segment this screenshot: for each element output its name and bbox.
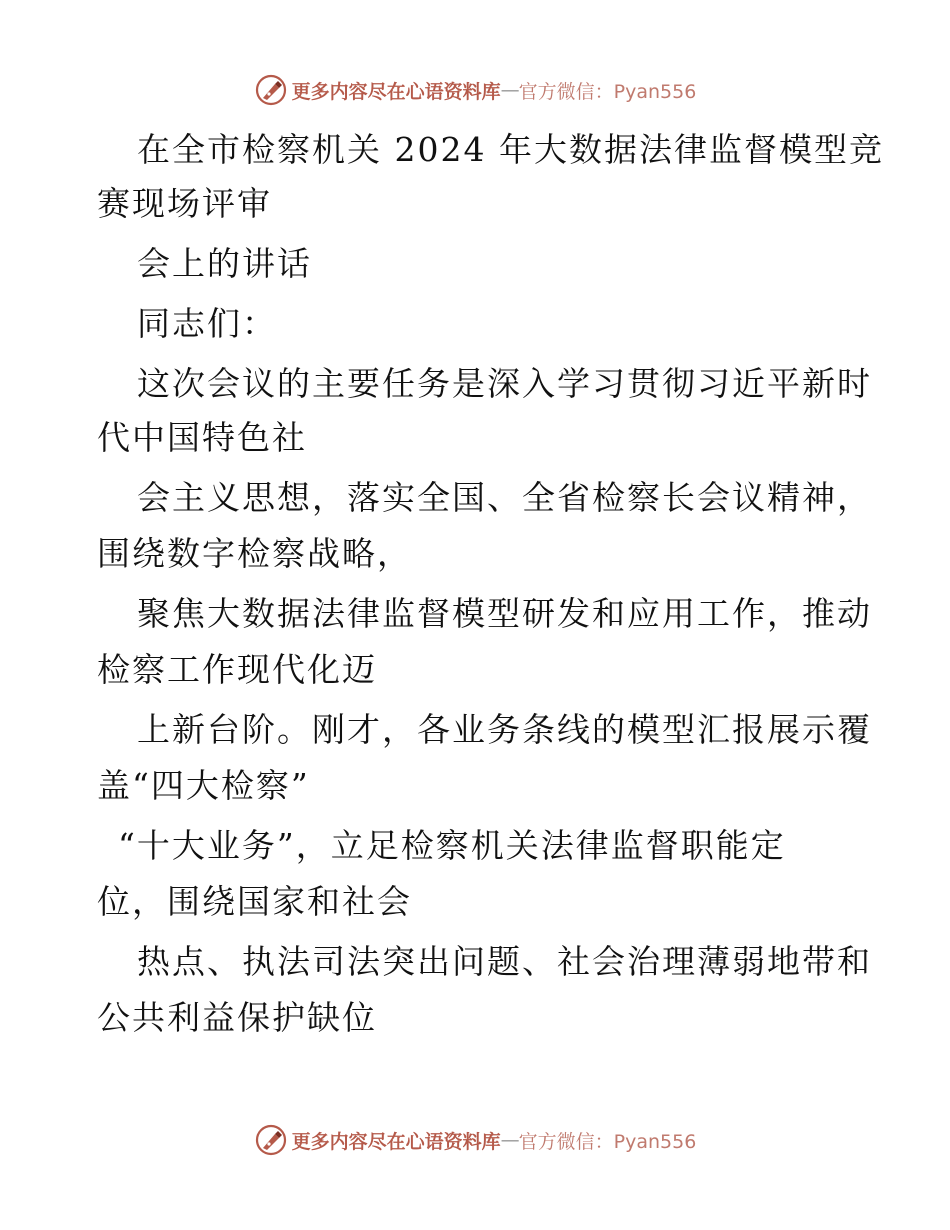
watermark-lead-text: 更多内容尽在心语资料库 (291, 1130, 501, 1153)
header-watermark (0, 70, 950, 110)
doc-line: 在全市检察机关 2024 年大数据法律监督模型竞 (137, 130, 884, 169)
doc-line: 赛现场评审 (97, 184, 272, 223)
doc-line: 这次会议的主要任务是深入学习贯彻习近平新时 (137, 364, 872, 403)
doc-line: 围绕数字检察战略， (97, 534, 412, 573)
doc-line: 位，围绕国家和社会 (97, 882, 412, 921)
doc-line: 检察工作现代化迈 (97, 650, 377, 689)
watermark-dash: — (500, 1129, 519, 1151)
pen-nib-logo-icon (254, 1123, 288, 1157)
pen-nib-logo-icon (254, 73, 288, 107)
watermark-lead-text: 更多内容尽在心语资料库 (291, 80, 501, 103)
doc-line: 会主义思想，落实全国、全省检察长会议精神， (137, 478, 872, 517)
watermark-wechat-text: 官方微信：Pyan556 (518, 1130, 697, 1153)
watermark-wechat-text: 官方微信：Pyan556 (518, 80, 697, 103)
doc-line: 盖“四大检察” (97, 766, 310, 805)
doc-line: 同志们： (137, 304, 277, 343)
doc-line: 上新台阶。刚才，各业务条线的模型汇报展示覆 (137, 710, 872, 749)
footer-watermark (0, 1120, 950, 1160)
doc-line: 热点、执法司法突出问题、社会治理薄弱地带和 (137, 942, 872, 981)
doc-line: 聚焦大数据法律监督模型研发和应用工作，推动 (137, 594, 872, 633)
doc-line: 会上的讲话 (137, 244, 312, 283)
doc-line: 公共利益保护缺位 (97, 998, 377, 1037)
doc-line: 代中国特色社 (97, 418, 307, 457)
doc-line: “十大业务”，立足检察机关法律监督职能定 (118, 826, 786, 865)
watermark-dash: — (500, 79, 519, 101)
